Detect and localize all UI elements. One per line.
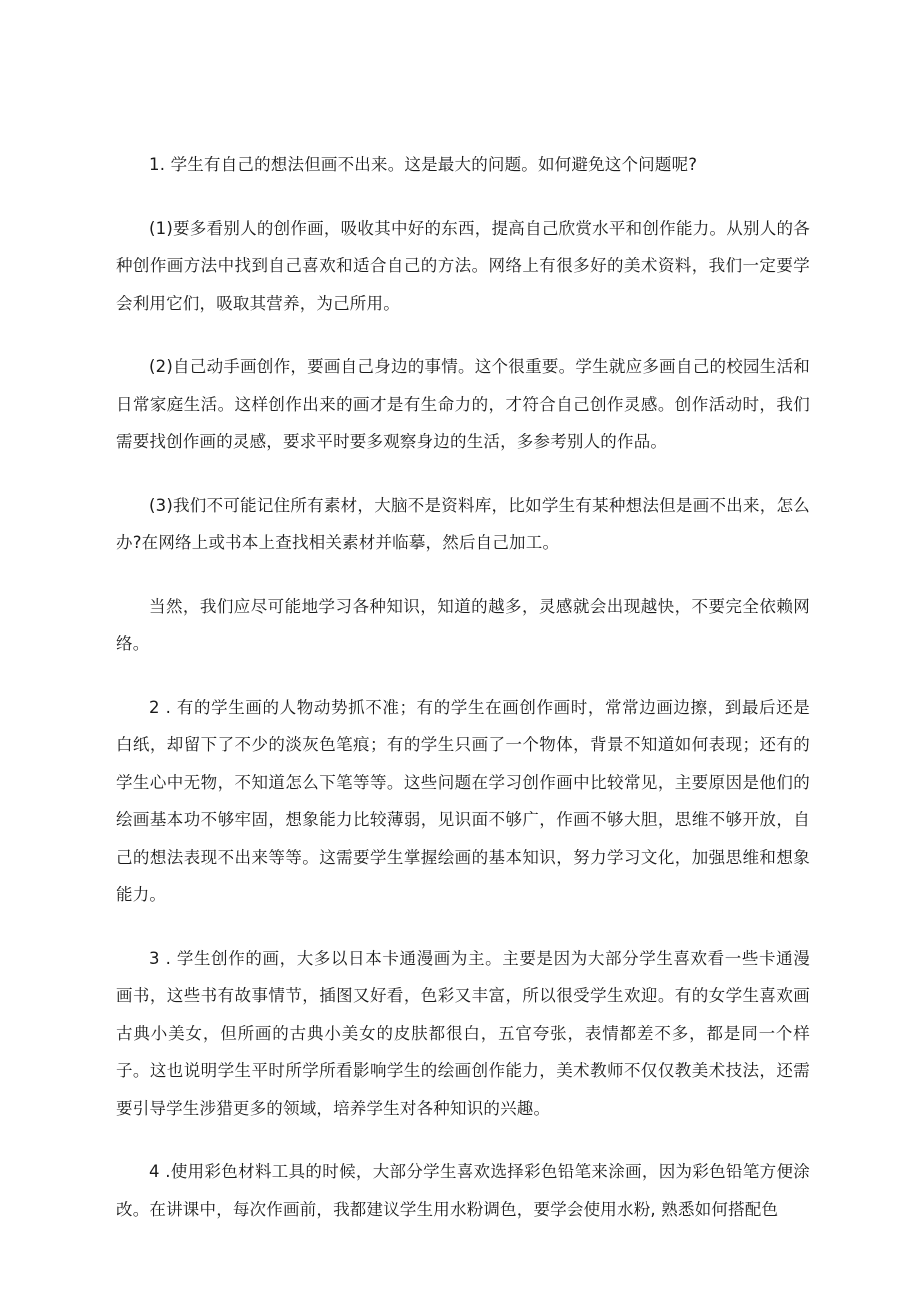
document-body [116, 146, 810, 1254]
paragraph-question-1: 1. 学生有自己的想法但画不出来。这是最大的问题。如何避免这个问题呢? [149, 155, 698, 174]
paragraph-point-2: (2)自己动手画创作，要画自己身边的事情。这个很重要。学生就应多画自己的校园生活和日常家庭生活。这样创作出来的画才是有生命力的，才符合自己创作灵感。创作活动时，我们需要找创作画的灵感，要求平时要多观察身边的生活，多参考别人的作品。 [116, 357, 810, 451]
paragraph-point-3: (3)我们不可能记住所有素材，大脑不是资料库，比如学生有某种想法但是画不出来，怎么办?在网络上或书本上查找相关素材并临摹，然后自己加工。 [116, 495, 810, 552]
paragraph-point-1: (1)要多看别人的创作画，吸收其中好的东西，提高自己欣赏水平和创作能力。从别人的各种创作画方法中找到自己喜欢和适合自己的方法。网络上有很多好的美术资料，我们一定要学会利用它们，吸取其营养，为己所用。 [116, 218, 810, 313]
paragraph-conclusion: 当然，我们应尽可能地学习各种知识，知道的越多，灵感就会出现越快，不要完全依赖网络。 [116, 596, 810, 653]
paragraph-question-4: 4 .使用彩色材料工具的时候，大部分学生喜欢选择彩色铅笔来涂画，因为彩色铅笔方便涂改。在讲课中，每次作画前，我都建议学生用水粉调色，要学会使用水粉, 熟悉如何搭配色 [116, 1162, 810, 1219]
paragraph-question-3: 3 . 学生创作的画，大多以日本卡通漫画为主。主要是因为大部分学生喜欢看一些卡通漫画书，这些书有故事情节，插图又好看，色彩又丰富，所以很受学生欢迎。有的女学生喜欢画古典小美女，但所画的古典小美女的皮肤都很白，五官夸张，表情都差不多，都是同一个样子。这也说明学生平时所学所看影响学生的绘画创作能力，美术教师不仅仅教美术技法，还需要引导学生涉猎更多的领域，培养学生对各种知识的兴趣。 [116, 948, 810, 1118]
paragraph-question-2: 2 . 有的学生画的人物动势抓不准；有的学生在画创作画时，常常边画边擦，到最后还是白纸，却留下了不少的淡灰色笔痕；有的学生只画了一个物体，背景不知道如何表现；还有的学生心中无物，不知道怎么下笔等等。这些问题在学习创作画中比较常见，主要原因是他们的绘画基本功不够牢固，想象能力比较薄弱，见识面不够广，作画不够大胆，思维不够开放，自己的想法表现不出来等等。这需要学生掌握绘画的基本知识，努力学习文化，加强思维和想象能力。 [116, 697, 810, 904]
